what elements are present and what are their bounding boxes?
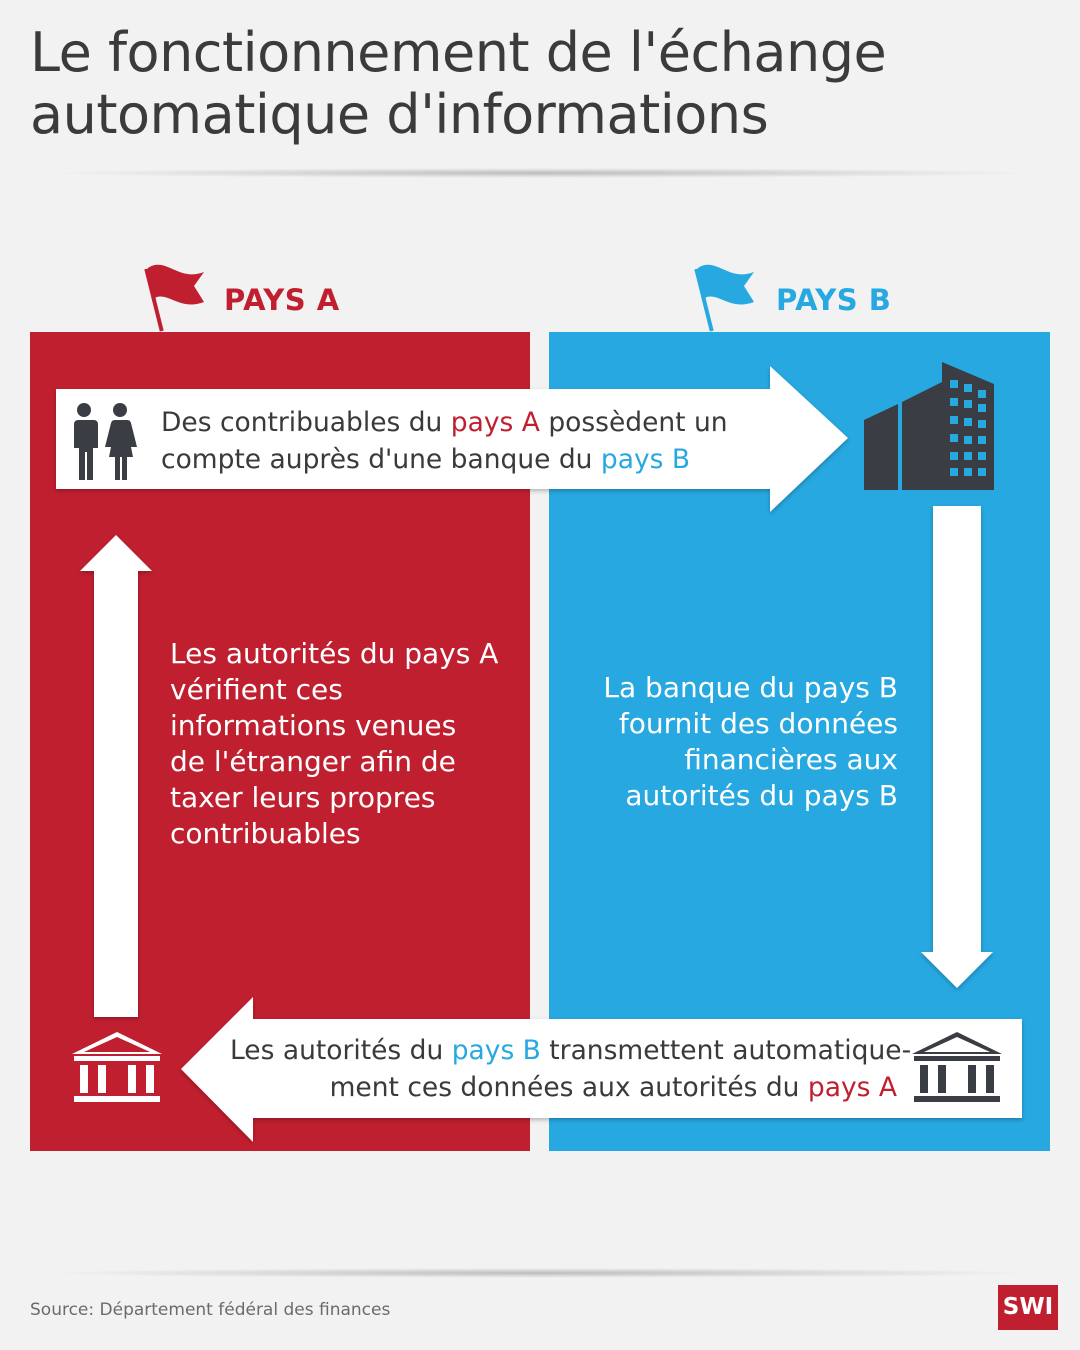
step2-line-1: La banque du pays B [603,671,898,704]
highlight-pays-b: pays B [451,1035,541,1066]
arrow-down [921,506,993,988]
step1-text [161,404,728,478]
title-line-1: Le fonctionnement de l'échange [30,21,887,84]
swi-logo: SWI [998,1285,1058,1330]
country-b-label: PAYS B [776,283,892,317]
title-line-2: automatique d'informations [30,83,769,146]
step1-line-1: Des contribuables du pays A possèdent un [161,407,728,438]
step3-line-2: ment ces données aux autorités du pays A [329,1072,897,1103]
arrow-up [80,535,152,1017]
bank-building-icon [862,362,996,492]
step4-line-1: Les autorités du pays A [170,637,499,670]
step4-line-2: vérifient ces [170,673,343,706]
step4-text [170,636,520,852]
step4-line-4: de l'étranger afin de [170,745,456,778]
step2-line-4: autorités du pays B [625,779,898,812]
highlight-pays-a: pays A [807,1072,897,1103]
step2-line-3: financières aux [684,743,898,776]
highlight-pays-b: pays B [600,444,691,475]
source-note: Source: Département fédéral des finances [30,1300,391,1320]
government-building-icon [70,1032,164,1108]
step3-text [230,1032,912,1106]
step4-line-3: informations venues [170,709,457,742]
step4-line-6: contribuables [170,817,361,850]
step2-text [560,670,898,814]
country-a-label: PAYS A [224,283,340,317]
step1-line-2: compte auprès d'une banque du pays B [161,444,691,475]
step4-line-5: taxer leurs propres [170,781,436,814]
highlight-pays-a: pays A [450,407,540,438]
government-building-icon [910,1032,1004,1108]
people-icon [68,401,140,483]
step2-line-2: fournit des données [618,707,898,740]
step3-line-1: Les autorités du pays B transmettent automatique- [230,1035,912,1066]
bottom-divider [40,1268,1040,1278]
